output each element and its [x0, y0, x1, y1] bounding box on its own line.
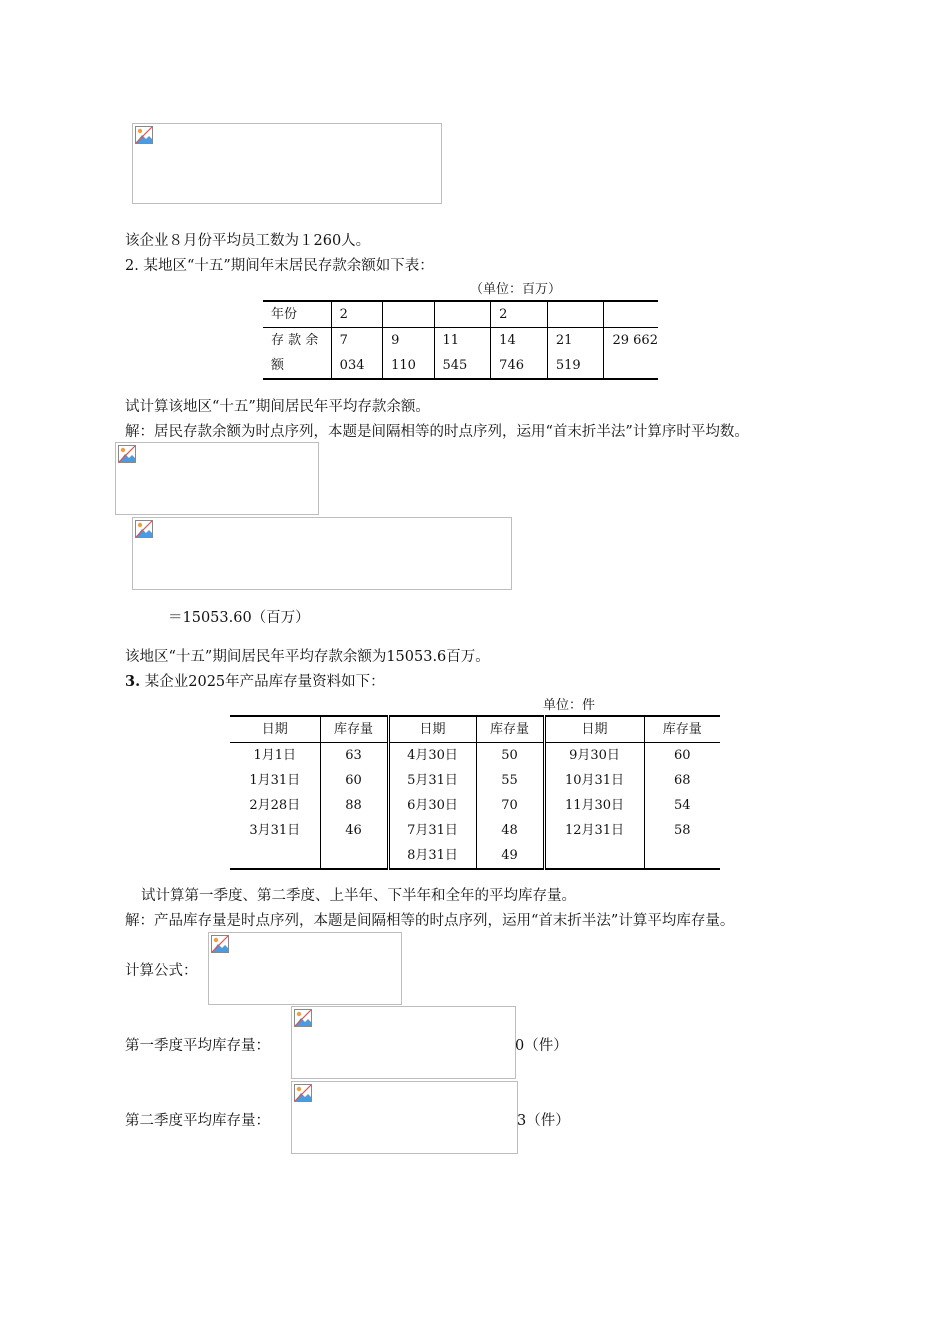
q3-number: 3.: [125, 673, 141, 690]
cell: 54: [644, 793, 720, 818]
q3-title: 某企业2025年产品库存量资料如下：: [144, 674, 385, 690]
broken-image-3: [132, 517, 512, 590]
cell: 58: [644, 818, 720, 843]
col-header: 日期: [230, 716, 320, 743]
formula-label: 计算公式：: [125, 963, 198, 979]
cell: 1月31日: [249, 773, 301, 788]
broken-image-icon: [118, 445, 136, 463]
broken-image-icon: [211, 935, 229, 953]
broken-image-icon: [294, 1084, 312, 1102]
broken-image-4: [208, 932, 402, 1005]
cell: 519: [547, 353, 604, 379]
cell: 2月28日: [249, 798, 301, 813]
cell: [547, 301, 604, 328]
broken-image-1: [132, 123, 442, 204]
cell: 50: [476, 743, 544, 769]
inventory-header-row: [230, 716, 720, 743]
q3-solution: 解：产品库存量是时点序列，本题是间隔相等的时点序列，运用“首末折半法”计算平均库存量。: [125, 913, 735, 929]
cell: 60: [320, 768, 388, 793]
cell: 21: [547, 328, 604, 354]
cell: 8月31日: [388, 843, 476, 869]
cell: 11: [434, 328, 491, 354]
q2-avg-label: 第二季度平均库存量：: [125, 1113, 270, 1129]
table-row: [230, 843, 720, 869]
cell: [230, 843, 320, 869]
cell: 2: [331, 301, 382, 328]
q2-equation-result: ＝15053.60（百万）: [168, 610, 310, 626]
deposit-row-2: [263, 353, 658, 379]
cell: 48: [476, 818, 544, 843]
cell: 9: [383, 328, 434, 354]
cell: 7: [331, 328, 382, 354]
table-row: [230, 793, 720, 818]
col-header: 库存量: [644, 716, 720, 743]
broken-image-2: [115, 442, 319, 515]
deposit-header-row: [263, 301, 658, 328]
cell: 88: [320, 793, 388, 818]
table-row: [230, 743, 720, 769]
broken-image-icon: [135, 126, 153, 144]
cell: 9月30日: [544, 743, 644, 769]
cell: 68: [644, 768, 720, 793]
cell: 2: [491, 301, 548, 328]
cell: 46: [320, 818, 388, 843]
cell: 110: [383, 353, 434, 379]
q2-avg-tail: 3（件）: [517, 1113, 570, 1129]
cell: 55: [476, 768, 544, 793]
cell: 545: [434, 353, 491, 379]
broken-image-icon: [135, 520, 153, 538]
cell: [320, 843, 388, 869]
deposit-row-1: [263, 328, 658, 354]
cell: 746: [491, 353, 548, 379]
col-header: 日期: [544, 716, 644, 743]
cell: [383, 301, 434, 328]
cell: 49: [476, 843, 544, 869]
cell: 10月31日: [544, 768, 644, 793]
inventory-table: [230, 715, 720, 870]
cell: 14: [491, 328, 548, 354]
cell: 5月31日: [388, 768, 476, 793]
cell: [604, 301, 658, 328]
cell: 7月31日: [388, 818, 476, 843]
cell: [644, 843, 720, 869]
broken-image-5: [291, 1006, 516, 1079]
cell: 29 662: [604, 328, 658, 354]
cell: 6月30日: [388, 793, 476, 818]
col-header: 日期: [388, 716, 476, 743]
cell: [434, 301, 491, 328]
q2-solution: 解：居民存款余额为时点序列，本题是间隔相等的时点序列，运用“首末折半法”计算序时平均数。: [125, 424, 749, 440]
cell: 存 款 余: [271, 333, 319, 348]
q3-unit: 单位：件: [543, 698, 596, 713]
aug-result-text: 该企业８月份平均员工数为１260人。: [125, 233, 371, 249]
deposit-table: [263, 300, 658, 380]
cell: 70: [476, 793, 544, 818]
q2-unit: （单位：百万）: [470, 282, 562, 297]
cell: 年份: [263, 301, 331, 328]
cell: 1月1日: [253, 748, 297, 763]
cell: 12月31日: [544, 818, 644, 843]
col-header: 库存量: [476, 716, 544, 743]
col-header: 库存量: [320, 716, 388, 743]
q1-avg-tail: 0（件）: [515, 1038, 568, 1054]
cell: 63: [320, 743, 388, 769]
q1-avg-label: 第一季度平均库存量：: [125, 1038, 270, 1054]
cell: 3月31日: [249, 823, 301, 838]
cell: 034: [331, 353, 382, 379]
cell: 额: [263, 353, 331, 379]
q3-title-line: [125, 670, 385, 691]
q3-ask: 试计算第一季度、第二季度、上半年、下半年和全年的平均库存量。: [141, 888, 576, 904]
table-row: [230, 768, 720, 793]
q2-ask: 试计算该地区“十五”期间居民年平均存款余额。: [125, 399, 430, 415]
cell: 60: [644, 743, 720, 769]
broken-image-icon: [294, 1009, 312, 1027]
cell: 4月30日: [388, 743, 476, 769]
q2-title: 2. 某地区“十五”期间年末居民存款余额如下表：: [125, 258, 434, 274]
broken-image-6: [291, 1081, 518, 1154]
cell: [604, 353, 658, 379]
cell: 11月30日: [544, 793, 644, 818]
table-row: [230, 818, 720, 843]
q2-conclusion: 该地区“十五”期间居民年平均存款余额为15053.6百万。: [125, 649, 490, 665]
cell: [544, 843, 644, 869]
